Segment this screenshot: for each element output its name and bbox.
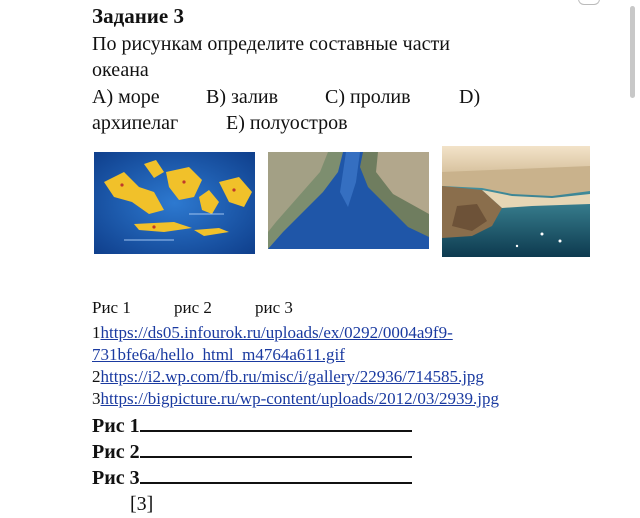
link-1-number: 1 [92, 323, 101, 342]
answer-row-3 [92, 464, 412, 490]
figure-captions [92, 298, 392, 320]
answer-blank-2[interactable] [140, 438, 412, 458]
link-2-number: 2 [92, 367, 101, 386]
answer-label-2: Рис 2 [92, 441, 140, 463]
caption-fig-3: рис 3 [255, 298, 293, 317]
answer-blank-1[interactable] [140, 412, 412, 432]
options-row-2 [92, 112, 592, 136]
options-row-1 [92, 86, 592, 110]
caption-fig-2: рис 2 [174, 298, 212, 317]
link-1-line-2 [92, 344, 345, 366]
link-1[interactable]: https://ds05.infourok.ru/uploads/ex/0292/0004a9f9- [100, 323, 453, 342]
link-2[interactable]: https://i2.wp.com/fb.ru/misc/i/gallery/22936/714585.jpg [100, 367, 484, 386]
option-e: E) полуостров [226, 112, 348, 134]
figure-3-peninsula-photo [442, 146, 590, 257]
task-title: Задание 3 [92, 4, 184, 28]
answer-label-3: Рис 3 [92, 467, 140, 489]
option-b: B) залив [206, 86, 279, 108]
score-marker: [3] [130, 493, 154, 515]
option-c: C) пролив [325, 86, 411, 108]
answer-row-2 [92, 438, 412, 464]
figure-2-strait-photo [268, 152, 429, 249]
question-line-1: По рисункам определите составные части [92, 33, 450, 55]
question-line-2: океана [92, 59, 149, 81]
option-d: D) [459, 86, 481, 108]
link-3-number: 3 [92, 389, 101, 408]
option-d-text: архипелаг [92, 112, 179, 134]
caption-fig-1: Рис 1 [92, 298, 131, 317]
option-a: A) море [92, 86, 160, 108]
answer-blank-3[interactable] [140, 464, 412, 484]
window-corner-decoration [578, 0, 600, 5]
figure-1-archipelago-map [94, 152, 255, 254]
link-2-line [92, 366, 484, 388]
link-1-line-1 [92, 322, 453, 344]
answer-row-1 [92, 412, 412, 438]
scrollbar[interactable] [630, 6, 635, 98]
link-3-line [92, 388, 499, 410]
link-1-continued[interactable]: 731bfe6a/hello_html_m4764a611.gif [92, 345, 345, 364]
link-3[interactable]: https://bigpicture.ru/wp-content/uploads/2012/03/2939.jpg [100, 389, 500, 408]
answer-label-1: Рис 1 [92, 415, 140, 437]
